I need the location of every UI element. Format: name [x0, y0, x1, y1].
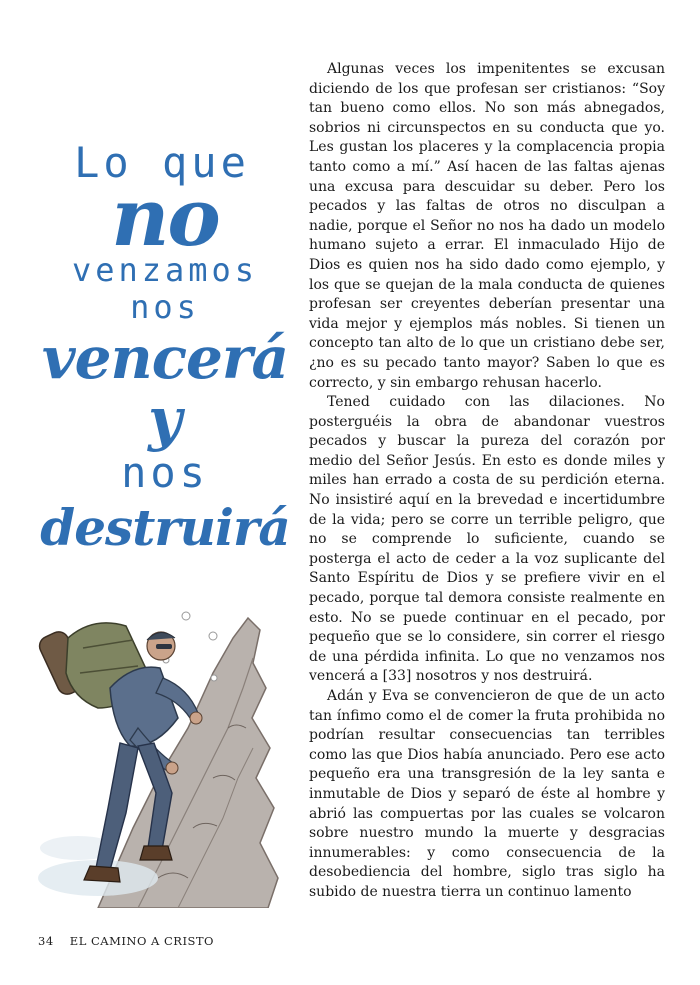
title-line-venzamos: venzamos [71, 251, 259, 289]
title-line-nos-2: nos [121, 448, 209, 497]
body-text [309, 60, 665, 903]
title-line-no: no [111, 170, 219, 264]
paragraph-1: Algunas veces los impenitentes se excusan diciendo de los que profesan ser cristianos: “Soy tan bueno como ellos. No son más abnegados, sobrios ni circunspectos en su conducta que yo. Les gustan los placeres y la complacencia propia tanto como a mí.” Así hacen de las faltas ajenas una excusa para descuidar su deber. Pero los pecados y las faltas de otros no disculpan a nadie, porque el Señor no nos ha dado un modelo humano sujeto a errar. El inmaculado Hijo de Dios es quien nos ha sido dado como ejemplo, y los que se quejan de la mala conducta de quienes profesan ser creyentes deberían presentar una vida mejor y ejemplos más nobles. Si tienen un concepto tan alto de lo que un cristiano debe ser, ¿no es su pecado tanto mayor? Saben lo que es correcto, y sin embargo rehusan hacerlo. [309, 61, 665, 391]
paragraph-2: Tened cuidado con las dilaciones. No posterguéis la obra de abandonar vuestros pecados y buscar la pureza del corazón por medio del Señor Jesús. En esto es donde miles y miles han errado a costa de su perdición eterna. No insistiré aquí en la brevedad e incertidumbre de la vida; pero se corre un terrible peligro, que no se comprende lo suficiente, cuando se posterga el acto de ceder a la voz suplicante del Santo Espíritu de Dios y se prefiere vivir en el pecado, porque tal demora consiste realmente en esto. No se puede continuar en el pecado, por pequeño que se lo considere, sin correr el riesgo de una pérdida infinita. Lo que no venzamos nos vencerá a [33] nosotros y nos destruirá. [309, 394, 665, 685]
page-number: 34 [38, 934, 54, 948]
chapter-title [40, 140, 290, 558]
mountain-climber-illustration [38, 578, 290, 908]
paragraph-3: Adán y Eva se convencieron de que de un acto tan ínfimo como el de comer la fruta prohibida no podrían resultar consecuencias tan terribles como las que Dios había anunciado. Pero ese acto pequeño era una transgresión de la ley santa e inmutable de Dios y separó de éste al hombre y abrió las compuertas por las cuales se volcaron sobre nuestro mundo la muerte y desgracias innumerables: y como consecuencia de la desobediencia del hombre, siglo tras siglo ha subido de nuestra tierra un continuo lamento [309, 688, 665, 900]
title-line-y: y [148, 385, 182, 453]
title-line-lo-que: Lo que [74, 138, 250, 187]
title-line-nos: nos [130, 288, 200, 326]
running-book-title: EL CAMINO A CRISTO [69, 934, 214, 948]
title-line-destruira: destruirá [40, 498, 290, 557]
title-line-vencera: vencerá [41, 324, 289, 392]
page-footer [38, 934, 214, 948]
